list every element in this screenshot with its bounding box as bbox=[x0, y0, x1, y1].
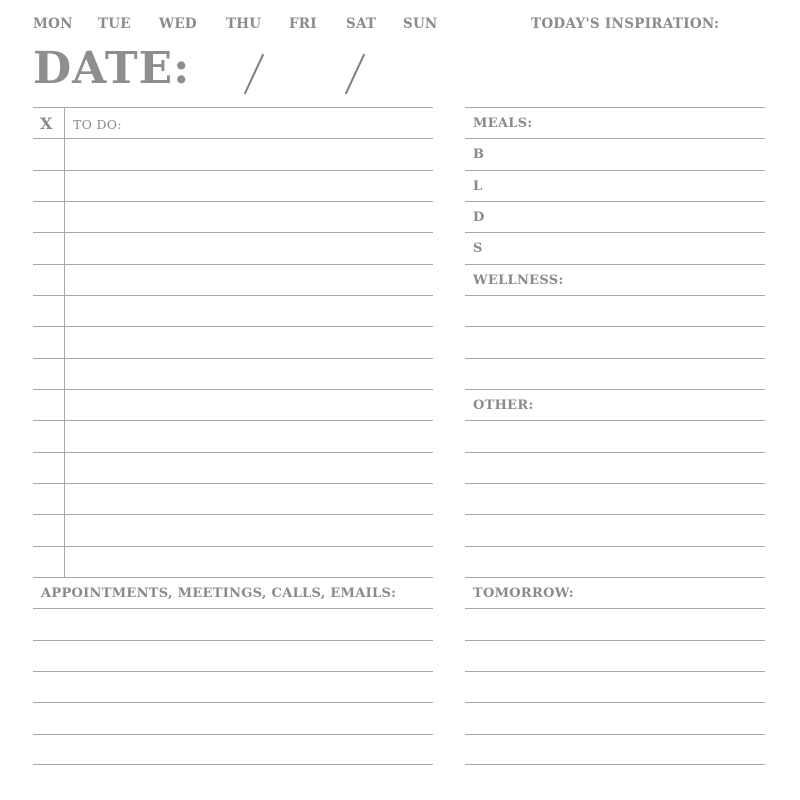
todo-header-row bbox=[33, 107, 433, 138]
writing-line[interactable] bbox=[465, 420, 765, 451]
check-column-header bbox=[33, 108, 65, 138]
meal-row-breakfast[interactable] bbox=[465, 138, 765, 169]
meal-label: B bbox=[473, 147, 485, 163]
meal-label: D bbox=[473, 209, 485, 225]
date-separator-1 bbox=[244, 54, 264, 95]
appointments-title: APPOINTMENTS, MEETINGS, CALLS, EMAILS: bbox=[41, 585, 397, 601]
tomorrow-header-row bbox=[465, 577, 765, 608]
weekday-selector bbox=[33, 16, 438, 34]
inspiration-label: TODAY'S INSPIRATION: bbox=[531, 16, 720, 32]
writing-line[interactable] bbox=[465, 295, 765, 326]
check-header-label: X bbox=[40, 114, 53, 133]
todo-list bbox=[33, 138, 433, 577]
writing-line[interactable] bbox=[33, 326, 433, 357]
todo-checkbox[interactable] bbox=[33, 202, 65, 232]
todo-checkbox[interactable] bbox=[33, 390, 65, 420]
todo-checkbox[interactable] bbox=[33, 171, 65, 201]
todo-title: TO DO: bbox=[73, 117, 122, 132]
day-sun[interactable]: SUN bbox=[403, 16, 438, 32]
writing-line[interactable] bbox=[33, 295, 433, 326]
appointments-list bbox=[33, 608, 433, 765]
writing-line[interactable] bbox=[33, 671, 433, 702]
right-column bbox=[465, 107, 765, 765]
writing-line[interactable] bbox=[33, 546, 433, 577]
writing-line[interactable] bbox=[465, 452, 765, 483]
meals-header-row bbox=[465, 107, 765, 138]
todo-checkbox[interactable] bbox=[33, 327, 65, 357]
writing-line[interactable] bbox=[33, 138, 433, 169]
todo-checkbox[interactable] bbox=[33, 139, 65, 169]
writing-line[interactable] bbox=[465, 358, 765, 389]
meal-row-dinner[interactable] bbox=[465, 201, 765, 232]
writing-line[interactable] bbox=[465, 326, 765, 357]
wellness-header-row bbox=[465, 264, 765, 295]
meal-row-lunch[interactable] bbox=[465, 170, 765, 201]
meal-row-snack[interactable] bbox=[465, 232, 765, 263]
wellness-list bbox=[465, 295, 765, 389]
writing-line[interactable] bbox=[33, 734, 433, 765]
todo-checkbox[interactable] bbox=[33, 233, 65, 263]
todo-checkbox[interactable] bbox=[33, 484, 65, 514]
date-label: DATE: bbox=[33, 43, 191, 94]
writing-line[interactable] bbox=[33, 420, 433, 451]
writing-line[interactable] bbox=[33, 640, 433, 671]
meals-title: MEALS: bbox=[473, 116, 533, 131]
date-separator-2 bbox=[345, 54, 365, 95]
meal-label: S bbox=[473, 241, 483, 257]
todo-checkbox[interactable] bbox=[33, 515, 65, 545]
left-column bbox=[33, 107, 433, 765]
day-sat[interactable]: SAT bbox=[346, 16, 377, 32]
writing-line[interactable] bbox=[33, 514, 433, 545]
appointments-header-row bbox=[33, 577, 433, 608]
tomorrow-list bbox=[465, 608, 765, 765]
writing-line[interactable] bbox=[33, 702, 433, 733]
tomorrow-title: TOMORROW: bbox=[473, 585, 574, 601]
todo-checkbox[interactable] bbox=[33, 421, 65, 451]
wellness-title: WELLNESS: bbox=[473, 272, 564, 288]
writing-line[interactable] bbox=[33, 170, 433, 201]
day-fri[interactable]: FRI bbox=[289, 16, 317, 32]
writing-line[interactable] bbox=[465, 608, 765, 639]
writing-line[interactable] bbox=[465, 640, 765, 671]
writing-line[interactable] bbox=[465, 514, 765, 545]
writing-line[interactable] bbox=[465, 671, 765, 702]
writing-line[interactable] bbox=[465, 734, 765, 765]
other-list bbox=[465, 420, 765, 577]
writing-line[interactable] bbox=[33, 608, 433, 639]
writing-line[interactable] bbox=[33, 452, 433, 483]
writing-line[interactable] bbox=[465, 546, 765, 577]
other-title: OTHER: bbox=[473, 397, 534, 413]
writing-line[interactable] bbox=[465, 483, 765, 514]
todo-checkbox[interactable] bbox=[33, 265, 65, 295]
day-tue[interactable]: TUE bbox=[98, 16, 131, 32]
todo-checkbox[interactable] bbox=[33, 359, 65, 389]
todo-checkbox[interactable] bbox=[33, 547, 65, 577]
writing-line[interactable] bbox=[33, 232, 433, 263]
writing-line[interactable] bbox=[33, 201, 433, 232]
writing-line[interactable] bbox=[33, 389, 433, 420]
day-mon[interactable]: MON bbox=[33, 16, 73, 32]
todo-checkbox[interactable] bbox=[33, 453, 65, 483]
meal-label: L bbox=[473, 178, 483, 194]
day-thu[interactable]: THU bbox=[226, 16, 262, 32]
writing-line[interactable] bbox=[33, 483, 433, 514]
writing-line[interactable] bbox=[465, 702, 765, 733]
other-header-row bbox=[465, 389, 765, 420]
writing-line[interactable] bbox=[33, 264, 433, 295]
day-wed[interactable]: WED bbox=[159, 16, 197, 32]
todo-checkbox[interactable] bbox=[33, 296, 65, 326]
writing-line[interactable] bbox=[33, 358, 433, 389]
